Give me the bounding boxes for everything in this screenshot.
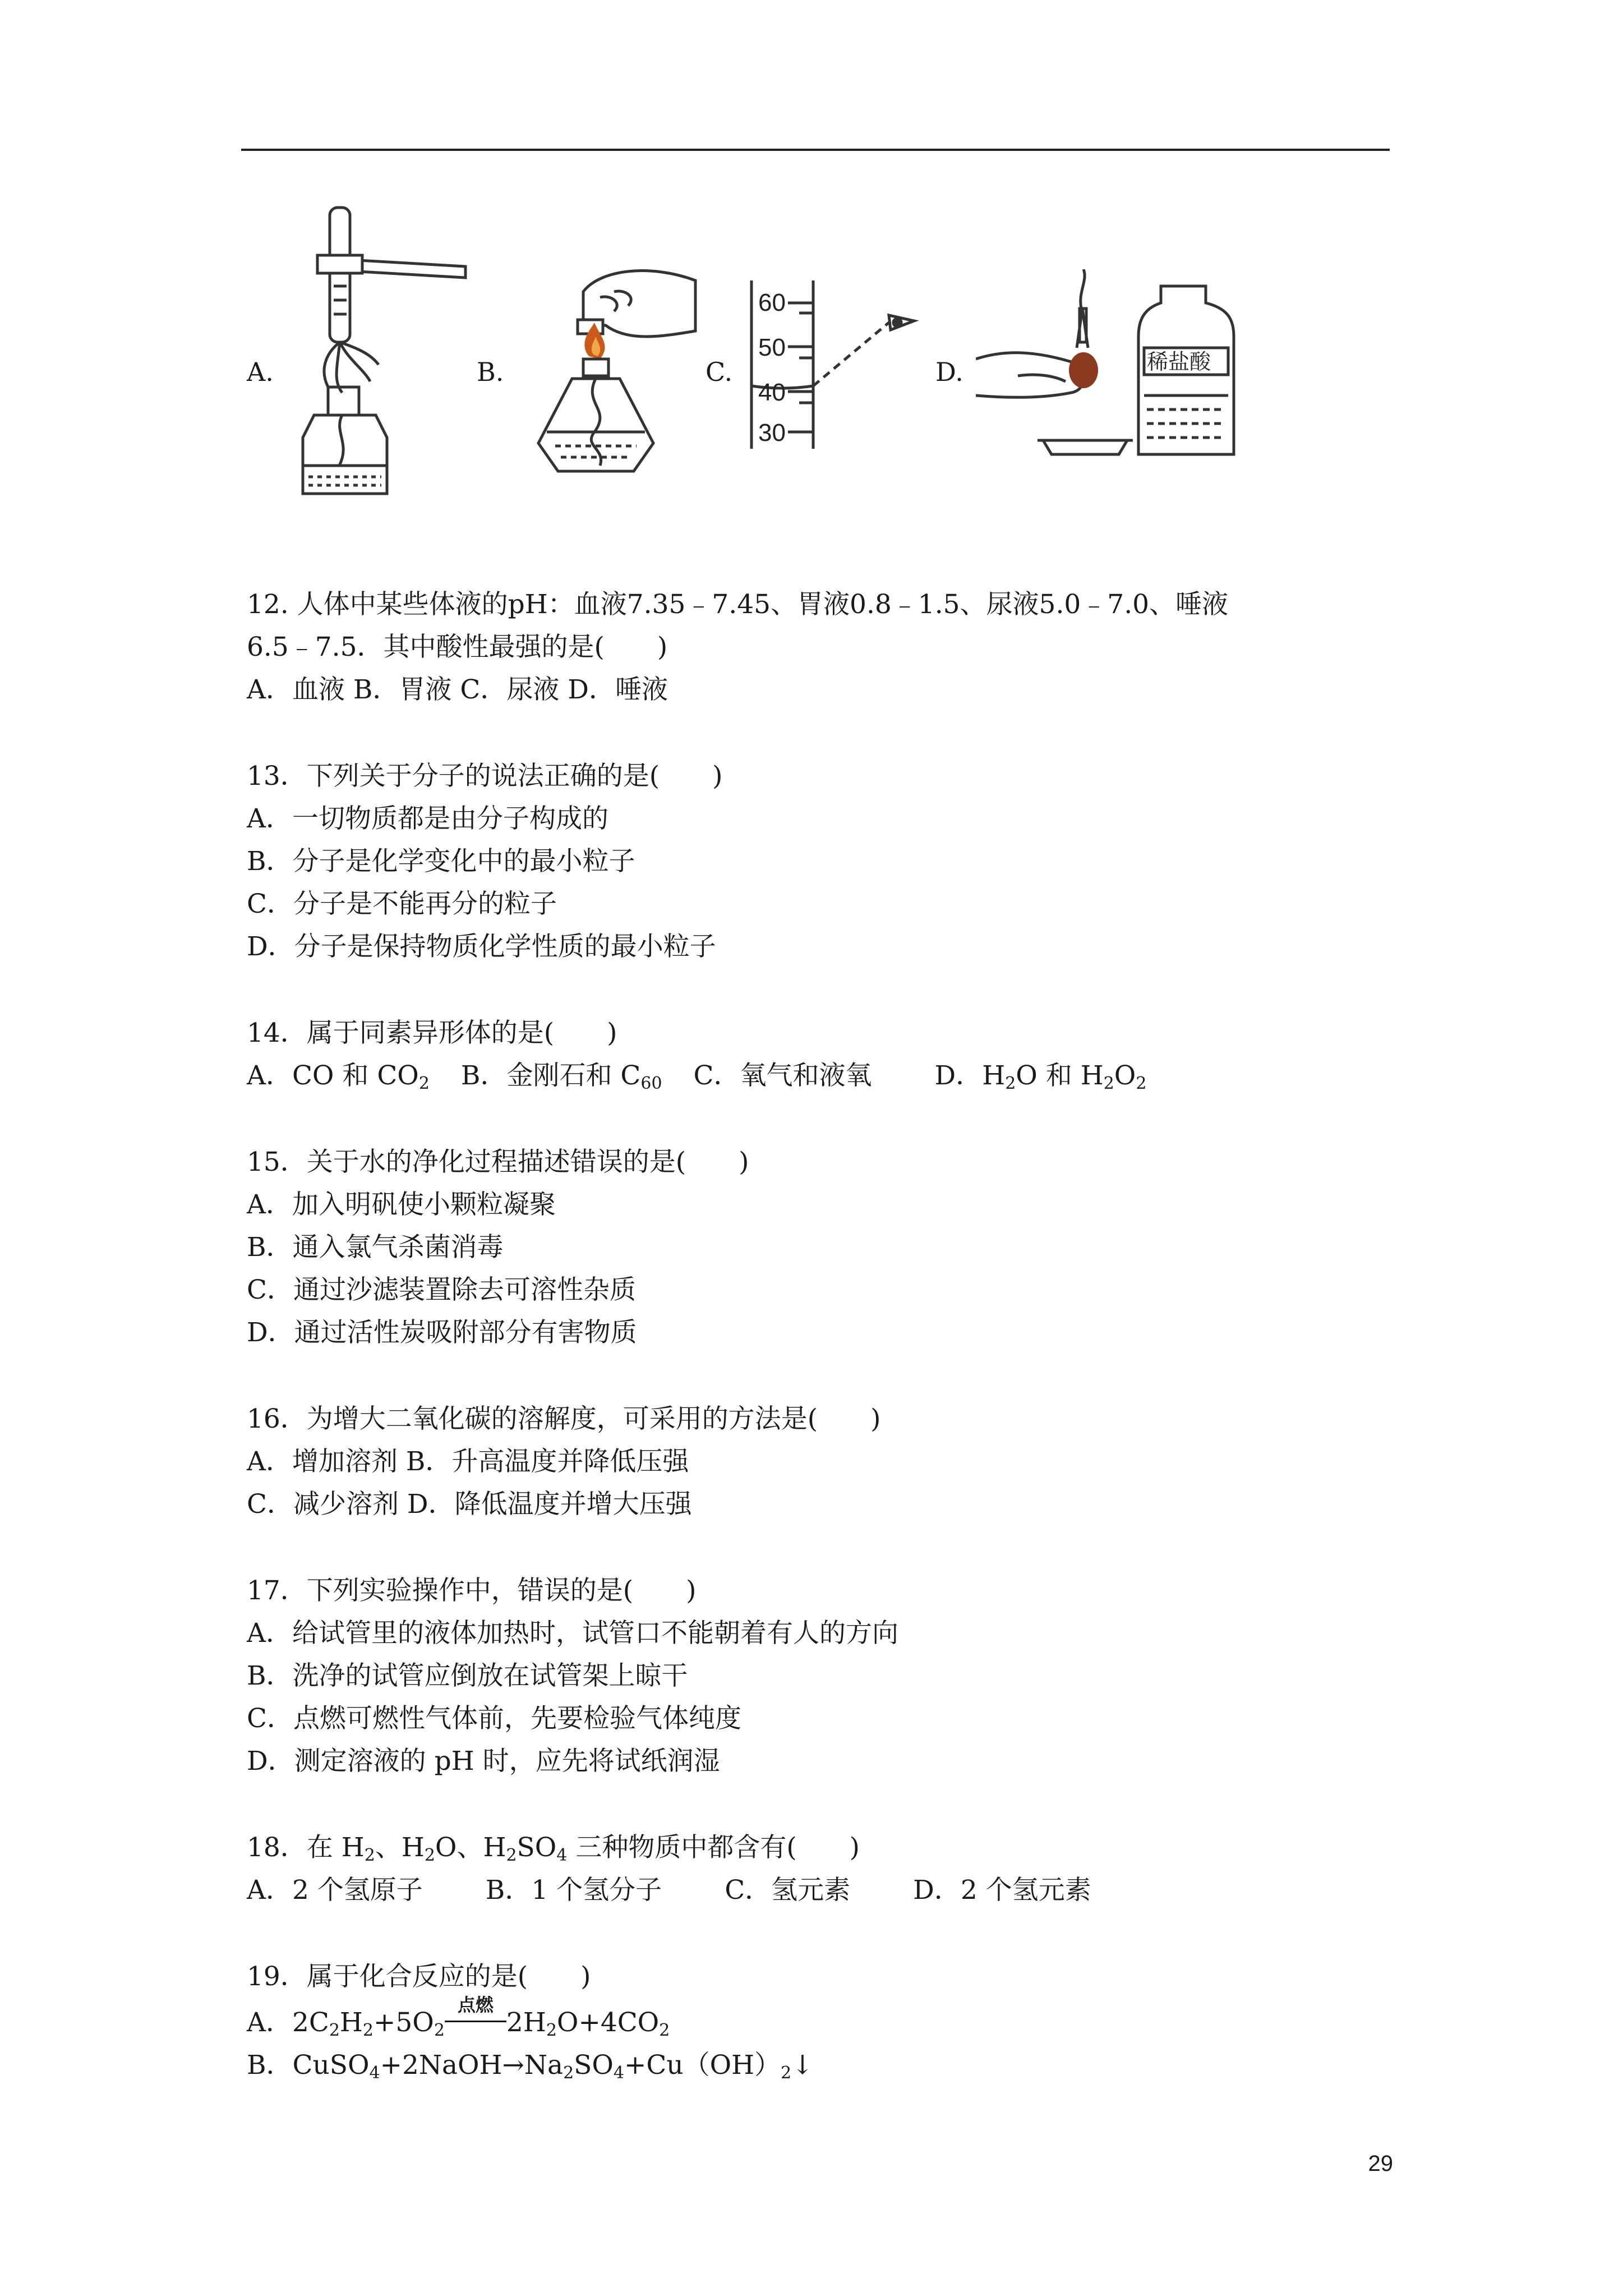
q15-option-c: C．通过沙滤装置除去可溶性杂质 <box>247 1274 636 1305</box>
q14-options <box>247 1055 1368 1097</box>
q16-stem: 16．为增大二氧化碳的溶解度，可采用的方法是( ) <box>247 1404 881 1434</box>
q11-figure-row <box>0 202 1623 550</box>
q14-stem: 14．属于同素异形体的是( ) <box>247 1018 617 1048</box>
fig-c-label: C. <box>706 357 733 387</box>
reaction-condition-label: 点燃 <box>457 1994 494 2016</box>
cylinder-tick-30: 30 <box>758 419 786 447</box>
question-18 <box>247 1826 1368 1912</box>
q19-option-a: A．$2C_2H_2+5O_2$ 点燃 $2H_2O+4CO_2$ <box>247 2001 1368 2044</box>
q15-option-b: B．通入氯气杀菌消毒 <box>247 1232 504 1263</box>
q19-stem: 19．属于化合反应的是( ) <box>247 1961 591 1992</box>
fig-a-label: A. <box>247 357 274 387</box>
q17-stem: 17．下列实验操作中，错误的是( ) <box>247 1575 697 1606</box>
dropper-and-bottle-figure <box>976 269 1245 471</box>
q15-option-d: D．通过活性炭吸附部分有害物质 <box>247 1317 637 1348</box>
q13-option-c: C．分子是不能再分的粒子 <box>247 889 557 919</box>
q14-option-c: C．氧气和液氧 <box>693 1060 872 1091</box>
question-14 <box>247 1012 1368 1097</box>
q19-option-b: B．$CuSO_4+2NaOH\to Na_2SO_4+Cu(OH)_2↓$ <box>247 2050 814 2083</box>
question-list <box>247 583 1368 2131</box>
q18-options <box>247 1869 1368 1912</box>
cylinder-tick-40: 40 <box>758 379 786 406</box>
graduated-cylinder-figure <box>746 280 925 466</box>
cylinder-tick-60: 60 <box>758 289 786 316</box>
q14-option-b: B．金刚石和 $C_{60}$ <box>460 1060 662 1093</box>
cylinder-tick-50: 50 <box>758 334 786 361</box>
q12-stem-line2: 6.5﹣7.5．其中酸性最强的是( ) <box>247 632 668 662</box>
header-rule <box>241 149 1390 151</box>
question-16 <box>247 1398 1368 1526</box>
q12-options: A．血液 B．胃液 C．尿液 D．唾液 <box>247 674 668 705</box>
q15-option-a: A．加入明矾使小颗粒凝聚 <box>247 1189 556 1220</box>
q13-option-b: B．分子是化学变化中的最小粒子 <box>247 846 635 877</box>
q18-option-d: D．2 个氢元素 <box>913 1875 1091 1906</box>
q18-option-a: A．2 个氢原子 <box>247 1875 423 1906</box>
q18-option-c: C．氢元素 <box>725 1875 851 1906</box>
question-17 <box>247 1570 1368 1783</box>
q16-options-line2: C．减少溶剂 D．降低温度并增大压强 <box>247 1489 692 1520</box>
q13-stem: 13．下列关于分子的说法正确的是( ) <box>247 761 723 792</box>
q18-option-b: B．1 个氢分子 <box>485 1875 662 1906</box>
bottle-label: 稀盐酸 <box>1147 349 1211 374</box>
question-19 <box>247 1955 1368 2087</box>
q17-option-d: D．测定溶液的 pH 时，应先将试纸润湿 <box>247 1746 720 1777</box>
q17-option-a: A．给试管里的液体加热时，试管口不能朝着有人的方向 <box>247 1618 898 1649</box>
question-12 <box>247 583 1368 711</box>
q13-option-d: D．分子是保持物质化学性质的最小粒子 <box>247 931 716 962</box>
q12-stem-line1: 12. 人体中某些体液的pH：血液7.35﹣7.45、胃液0.8﹣1.5、尿液5.0﹣7.0、唾液 <box>247 589 1229 620</box>
question-15 <box>247 1141 1368 1354</box>
test-tube-heating-figure <box>280 202 482 539</box>
alcohol-lamp-lighting-figure <box>516 258 701 482</box>
q18-stem: 18．在 $H_2$、$H_2O$、$H_2SO_4$ 三种物质中都含有( ) <box>247 1832 860 1865</box>
q15-stem: 15．关于水的净化过程描述错误的是( ) <box>247 1147 749 1177</box>
page-number: 29 <box>1368 2151 1393 2176</box>
fig-b-label: B. <box>477 357 504 387</box>
q14-option-d: D．$H_2O$ 和 $H_2O_2$ <box>934 1060 1147 1093</box>
question-13 <box>247 755 1368 968</box>
q13-option-a: A．一切物质都是由分子构成的 <box>247 803 608 834</box>
q16-options-line1: A．增加溶剂 B．升高温度并降低压强 <box>247 1446 689 1477</box>
reaction-condition-arrow <box>445 1994 506 2044</box>
fig-d-label: D. <box>935 357 963 387</box>
q17-option-b: B．洗净的试管应倒放在试管架上晾干 <box>247 1660 688 1691</box>
q14-option-a: A．CO 和 $CO_2$ <box>247 1060 430 1093</box>
q17-option-c: C．点燃可燃性气体前，先要检验气体纯度 <box>247 1703 741 1734</box>
